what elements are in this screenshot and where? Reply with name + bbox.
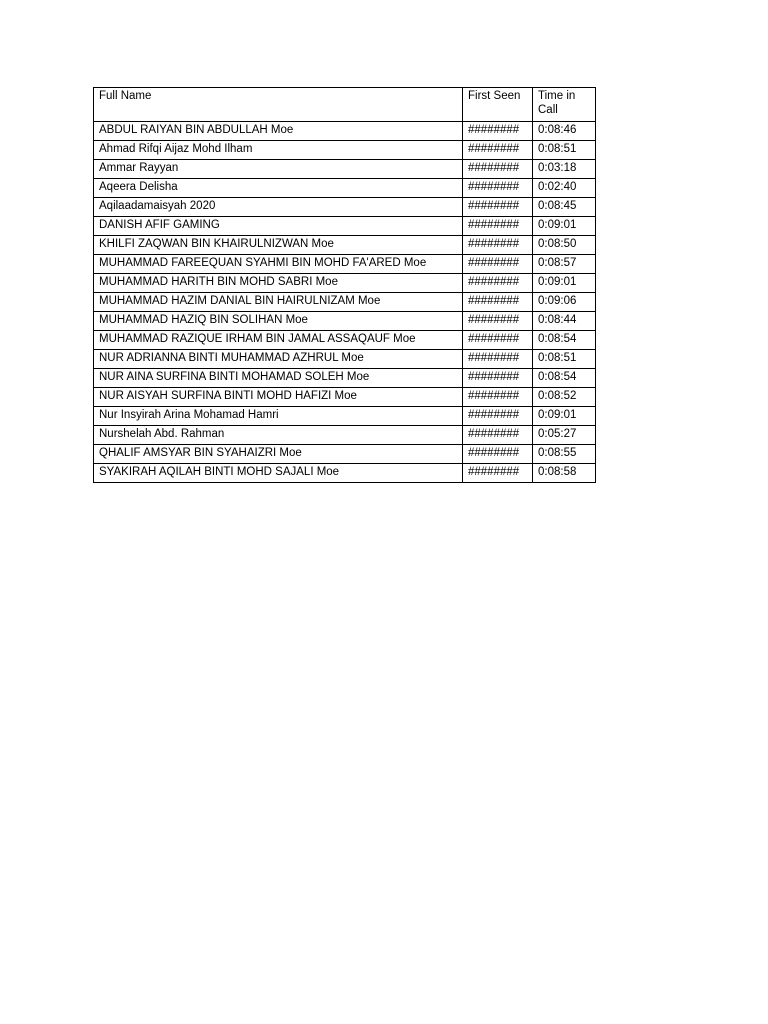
cell-first-seen: ######## — [463, 141, 533, 160]
header-first-seen: First Seen — [463, 88, 533, 122]
table-row — [94, 445, 596, 464]
cell-full-name: Nurshelah Abd. Rahman — [94, 426, 463, 445]
cell-time-in-call: 0:08:52 — [533, 388, 596, 407]
table-row — [94, 198, 596, 217]
cell-time-in-call: 0:08:54 — [533, 369, 596, 388]
header-time-in-call: Time in Call — [533, 88, 596, 122]
cell-first-seen: ######## — [463, 331, 533, 350]
cell-time-in-call: 0:08:55 — [533, 445, 596, 464]
cell-first-seen: ######## — [463, 160, 533, 179]
cell-time-in-call: 0:09:01 — [533, 217, 596, 236]
cell-first-seen: ######## — [463, 217, 533, 236]
cell-time-in-call: 0:08:51 — [533, 141, 596, 160]
table-row — [94, 122, 596, 141]
cell-first-seen: ######## — [463, 464, 533, 483]
table-row — [94, 369, 596, 388]
cell-time-in-call: 0:08:58 — [533, 464, 596, 483]
cell-full-name: NUR AISYAH SURFINA BINTI MOHD HAFIZI Moe — [94, 388, 463, 407]
cell-time-in-call: 0:08:57 — [533, 255, 596, 274]
cell-full-name: NUR ADRIANNA BINTI MUHAMMAD AZHRUL Moe — [94, 350, 463, 369]
cell-full-name: MUHAMMAD FAREEQUAN SYAHMI BIN MOHD FA'ARED Moe — [94, 255, 463, 274]
header-row — [94, 88, 596, 122]
cell-first-seen: ######## — [463, 407, 533, 426]
table-row — [94, 141, 596, 160]
table-row — [94, 331, 596, 350]
cell-time-in-call: 0:09:06 — [533, 293, 596, 312]
table-row — [94, 426, 596, 445]
cell-full-name: QHALIF AMSYAR BIN SYAHAIZRI Moe — [94, 445, 463, 464]
table-row — [94, 217, 596, 236]
table-row — [94, 407, 596, 426]
cell-first-seen: ######## — [463, 198, 533, 217]
cell-full-name: DANISH AFIF GAMING — [94, 217, 463, 236]
cell-time-in-call: 0:08:45 — [533, 198, 596, 217]
cell-first-seen: ######## — [463, 236, 533, 255]
table-row — [94, 312, 596, 331]
cell-full-name: SYAKIRAH AQILAH BINTI MOHD SAJALI Moe — [94, 464, 463, 483]
cell-time-in-call: 0:03:18 — [533, 160, 596, 179]
cell-first-seen: ######## — [463, 293, 533, 312]
table-row — [94, 274, 596, 293]
cell-full-name: Aqeera Delisha — [94, 179, 463, 198]
cell-first-seen: ######## — [463, 369, 533, 388]
cell-time-in-call: 0:09:01 — [533, 274, 596, 293]
cell-first-seen: ######## — [463, 350, 533, 369]
cell-full-name: KHILFI ZAQWAN BIN KHAIRULNIZWAN Moe — [94, 236, 463, 255]
cell-full-name: Ahmad Rifqi Aijaz Mohd Ilham — [94, 141, 463, 160]
header-full-name: Full Name — [94, 88, 463, 122]
cell-full-name: MUHAMMAD HAZIQ BIN SOLIHAN Moe — [94, 312, 463, 331]
attendance-table — [93, 87, 596, 483]
cell-time-in-call: 0:08:54 — [533, 331, 596, 350]
cell-time-in-call: 0:02:40 — [533, 179, 596, 198]
cell-first-seen: ######## — [463, 122, 533, 141]
cell-time-in-call: 0:08:50 — [533, 236, 596, 255]
table-row — [94, 350, 596, 369]
cell-time-in-call: 0:08:51 — [533, 350, 596, 369]
table-row — [94, 160, 596, 179]
cell-time-in-call: 0:05:27 — [533, 426, 596, 445]
cell-full-name: ABDUL RAIYAN BIN ABDULLAH Moe — [94, 122, 463, 141]
cell-first-seen: ######## — [463, 388, 533, 407]
cell-first-seen: ######## — [463, 426, 533, 445]
table-row — [94, 179, 596, 198]
cell-time-in-call: 0:08:44 — [533, 312, 596, 331]
cell-full-name: Aqilaadamaisyah 2020 — [94, 198, 463, 217]
table-row — [94, 236, 596, 255]
cell-full-name: Nur Insyirah Arina Mohamad Hamri — [94, 407, 463, 426]
cell-first-seen: ######## — [463, 274, 533, 293]
cell-full-name: NUR AINA SURFINA BINTI MOHAMAD SOLEH Moe — [94, 369, 463, 388]
table-row — [94, 255, 596, 274]
table-header — [94, 88, 596, 122]
cell-full-name: MUHAMMAD HAZIM DANIAL BIN HAIRULNIZAM Moe — [94, 293, 463, 312]
table-body — [94, 122, 596, 483]
table-row — [94, 388, 596, 407]
cell-first-seen: ######## — [463, 312, 533, 331]
cell-full-name: MUHAMMAD HARITH BIN MOHD SABRI Moe — [94, 274, 463, 293]
cell-first-seen: ######## — [463, 255, 533, 274]
cell-first-seen: ######## — [463, 179, 533, 198]
table-row — [94, 464, 596, 483]
cell-first-seen: ######## — [463, 445, 533, 464]
cell-time-in-call: 0:08:46 — [533, 122, 596, 141]
cell-full-name: Ammar Rayyan — [94, 160, 463, 179]
table-row — [94, 293, 596, 312]
cell-time-in-call: 0:09:01 — [533, 407, 596, 426]
cell-full-name: MUHAMMAD RAZIQUE IRHAM BIN JAMAL ASSAQAUF Moe — [94, 331, 463, 350]
